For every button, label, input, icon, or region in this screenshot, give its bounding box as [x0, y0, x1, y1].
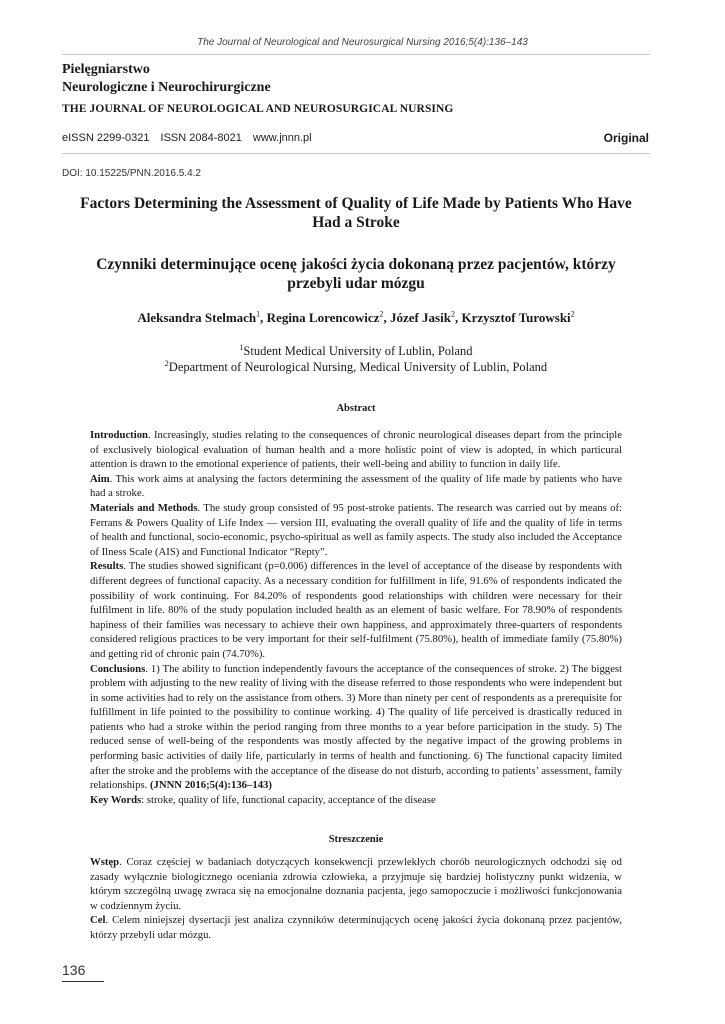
author: Regina Lorencowicz$^2$,	[266, 310, 390, 326]
authors-line	[62, 310, 650, 326]
article-type-label: Original	[603, 131, 649, 145]
streszczenie-body	[90, 855, 622, 943]
journal-name-en: THE JOURNAL OF NEUROLOGICAL AND NEUROSURGICAL NURSING	[62, 103, 454, 115]
streszczenie-heading: Streszczenie	[328, 834, 384, 845]
author: Krzysztof Turowski$^2$	[461, 310, 575, 326]
abstract-methods: Materials and Methods. The study group consisted of 95 post-stroke patients. The research was carried out by means of: Ferrans & Powers Quality of Life Index — version III, evaluating the overall quality of life and the quality of life in terms of health and functional, socio-economic, psycho-spiritual as well as family aspects. The study also included the Acceptance of Ilness Scale (AIS) and Functional Indicator “Repty”.	[90, 501, 622, 558]
abstract-heading: Abstract	[336, 403, 376, 414]
issn: ISSN 2084-8021	[160, 132, 242, 144]
eissn: eISSN 2299-0321	[62, 132, 150, 144]
abstract-introduction: Introduction. Increasingly, studies relating to the consequences of chronic neurological diseases depart from the principle of exclusively biological evaluation of human health and a more holistic point of view is adopted, in which particural attention is drawn to the emotional experience of patients, their well-being and ability to function in daily life.	[90, 429, 622, 471]
abstract-aim: Aim. This work aims at analysing the factors determining the assessment of the quality of life made by patients who have had a stroke.	[90, 472, 622, 500]
author: Aleksandra Stelmach$^1$,	[137, 310, 267, 326]
running-head: The Journal of Neurological and Neurosurgical Nursing 2016;5(4):136–143	[197, 37, 528, 48]
abstract-results: Results. The studies showed significant (p=0.006) differences in the level of acceptance of the disease by respondents with different degrees of functional capacity. As a necessary condition for fulfillment in life, 91.6% of respondents indicated the possibility of work continuing. For 84.20% of respondents good relationships with children were necessary for their fulfilment in life. 80% of the study population included health as an element of basic welfare. For 78.90% of respondents hapiness of their families was necessary to achieve their own happiness, and approximately three-quarters of respondents considered religious practices to be very important for their self-fulfilment (75.80%), health of immediate family (75.80%) and getting rid of chronic pain (74.70%).	[90, 560, 622, 660]
page-number: 136	[62, 962, 86, 978]
issn-line	[62, 132, 320, 144]
streszczenie-cel: Cel. Celem niniejszej dysertacji jest analiza czynników determinujących ocenę jakości życia dokonaną przez pacjentów, którzy przebyli udar mózgu.	[90, 914, 622, 941]
citation: (JNNN 2016;5(4):136–143)	[149, 779, 272, 792]
affiliation: $^1$Student Medical University of Lublin, Poland	[239, 343, 473, 359]
abstract-body	[90, 428, 622, 807]
header-rule	[62, 54, 650, 55]
author: Józef Jasik$^2$,	[389, 310, 462, 326]
affiliation: $^2$Department of Neurological Nursing, Medical University of Lublin, Poland	[164, 359, 548, 375]
title-polish: Czynniki determinujące ocenę jakości życia dokonaną przez pacjentów, którzy przebyli udar mózgu	[96, 256, 616, 292]
doi: DOI: 10.15225/PNN.2016.5.4.2	[62, 168, 201, 179]
journal-name-pl-line1: Pielęgniarstwo	[62, 62, 150, 77]
journal-name-pl-line2: Neurologiczne i Neurochirurgiczne	[62, 80, 271, 95]
page-number-rule	[62, 981, 104, 982]
masthead-rule	[62, 153, 650, 154]
abstract-keywords: Key Words: stroke, quality of life, functional capacity, acceptance of the disease	[90, 793, 436, 806]
title-english: Factors Determining the Assessment of Quality of Life Made by Patients Who Have Had a Stroke	[80, 195, 632, 231]
abstract-conclusions: Conclusions. 1) The ability to function independently favours the acceptance of the consequences of stroke. 2) The biggest problem with adjusting to the new reality of living with the disease referred to those respondents who were independent but in some activities had to rely on the assistance from others. 3) More than ninety per cent of respondents as a prerequisite for fulfillment in life pointed to the possibility to continue working. 4) The quality of life perceived is drastically reduced in patients who had a stroke within the period ranging from three months to a year before participation in the study. 5) The reduced sense of well-being of the respondents was mostly affected by the negative impact of the growing problems in performing basic activities of daily life, particularly in terms of health and functioning. 6) The functional capacity limited after the stroke and the problems with the acceptance of the disease do not disturb, according to patients’ assessment, family relationships. (JNNN 2016;5(4):136–143)	[90, 662, 622, 792]
streszczenie-wstep: Wstęp. Coraz częściej w badaniach dotyczących konsekwencji przewlekłych chorób neurologicznych odchodzi się od zasady wyłącznie biologicznego oceniania zdrowia człowieka, a przyjmuje się bardziej holistyczny punkt widzenia, w którym szczególną uwagę zwraca się na emocjonalne doznania pacjenta, jego samopoczucie i możliwości funkcjonowania w codziennym życiu.	[90, 856, 622, 912]
website-link[interactable]: www.jnnn.pl	[252, 132, 312, 144]
